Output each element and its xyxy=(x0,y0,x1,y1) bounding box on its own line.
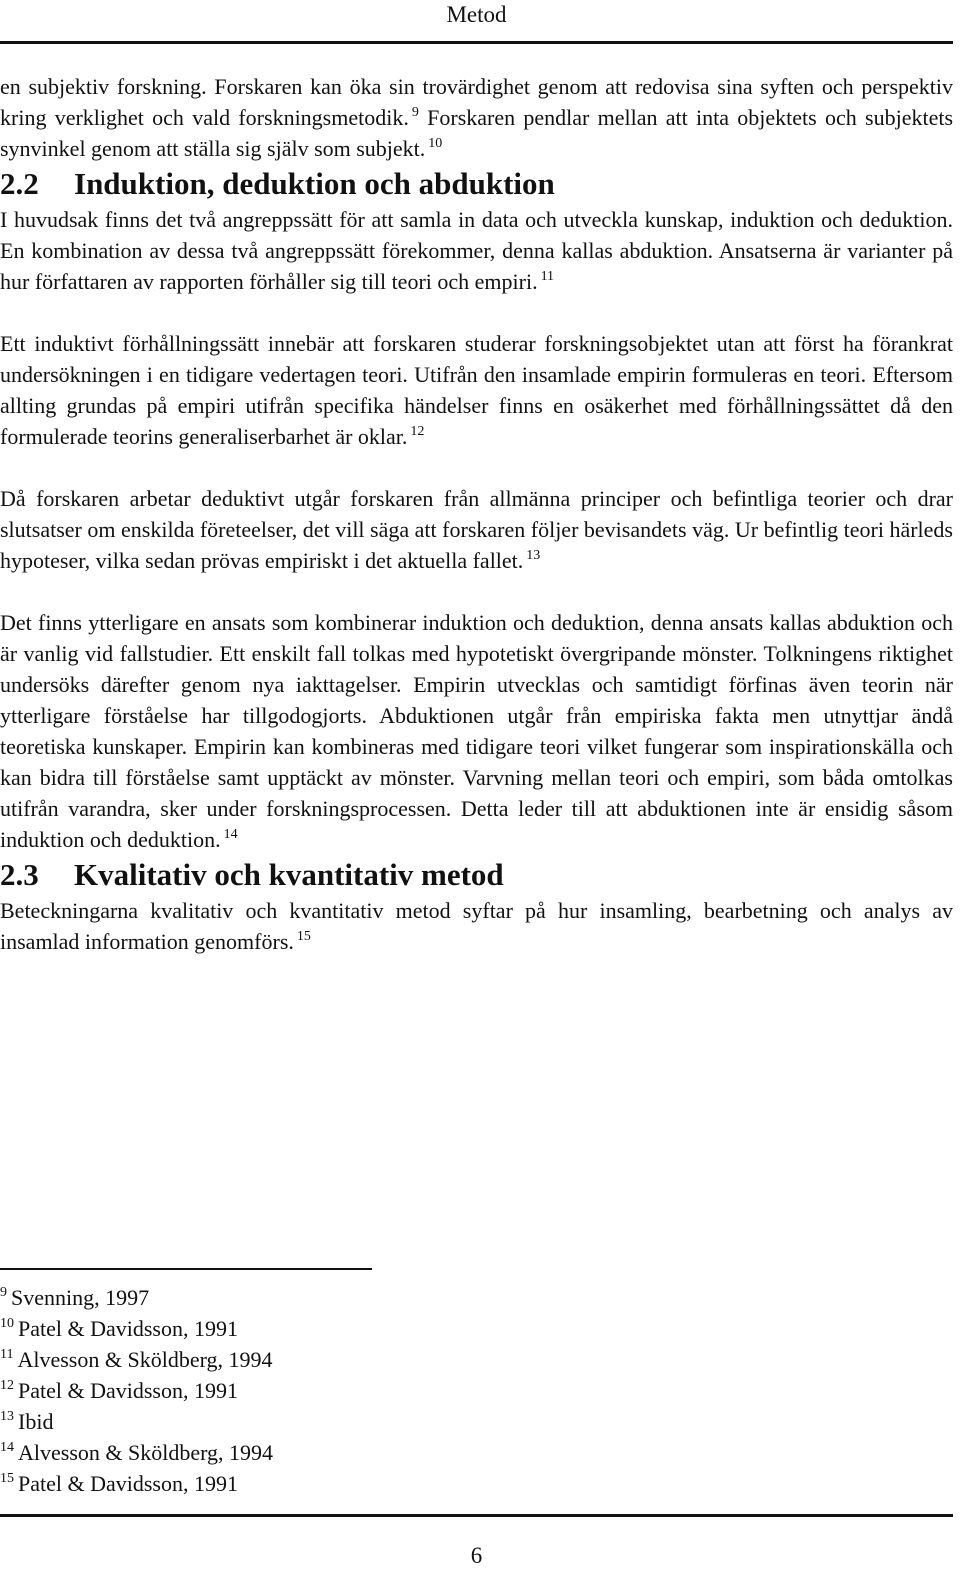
footer-rule xyxy=(0,1514,953,1517)
paragraph-deduction xyxy=(0,483,953,576)
page-number: 6 xyxy=(470,1543,483,1568)
footnote-item xyxy=(0,1375,600,1406)
section-title: Induktion, deduktion och abduktion xyxy=(74,166,555,201)
section-title: Kvalitativ och kvantitativ metod xyxy=(74,857,504,892)
footnote-text: Patel & Davidsson, 1991 xyxy=(18,1316,238,1341)
footnote-number: 12 xyxy=(0,1378,14,1393)
footnote-ref[interactable]: 12 xyxy=(410,424,425,439)
footnote-number: 14 xyxy=(0,1440,14,1455)
paragraph-text: Det finns ytterligare en ansats som kombinerar induktion och deduktion, denna ansats kallas abduktion och är vanlig vid fallstudier. Ett enskilt fall tolkas med hypotetiskt övergripande mönster. Tolkningens riktighet undersöks därefter genom nya iakttagelser. Empirin utvecklas och samtidigt förfinas även teorin när ytterligare förståelse har tillgodogjorts. Abduktionen utgår från empiriska fakta men utnyttjar ändå teoretiska kunskaper. Empirin kan kombineras med tidigare teori vilket fungerar som inspirationskälla och kan bidra till förståelse samt upptäckt av mönster. Varvning mellan teori och empiri, som båda omtolkas utifrån varandra, sker under forskningsprocessen. Detta leder till att abduktionen inte är ensidig såsom induktion och deduktion. xyxy=(0,610,953,852)
footnote-text: Ibid xyxy=(18,1409,54,1434)
footnote-item xyxy=(0,1282,600,1313)
paragraph-text: Beteckningarna kvalitativ och kvantitativ metod syftar på hur insamling, bearbetning och analys av insamlad information genomförs. xyxy=(0,898,953,954)
footnote-text: Patel & Davidsson, 1991 xyxy=(18,1378,238,1403)
paragraph-text: I huvudsak finns det två angreppssätt för att samla in data och utveckla kunskap, induktion och deduktion. En kombination av dessa två angreppssätt förekommer, denna kallas abduktion. Ansatserna är varianter på hur författaren av rapporten förhåller sig till teori och empiri. xyxy=(0,207,953,294)
footnote-ref[interactable]: 10 xyxy=(428,136,443,151)
footnote-item xyxy=(0,1344,600,1375)
paragraph-induction xyxy=(0,328,953,452)
paragraph-qualitative-quantitative xyxy=(0,895,953,957)
paragraph-subjective-research xyxy=(0,71,953,164)
running-header: Metod xyxy=(446,2,507,27)
page-content xyxy=(0,71,953,957)
footnote-separator xyxy=(0,1268,372,1270)
section-heading-2-3 xyxy=(0,855,953,895)
paragraph-approaches xyxy=(0,204,953,297)
footnote-number: 13 xyxy=(0,1409,14,1424)
footnote-item xyxy=(0,1437,600,1468)
footnote-text: Alvesson & Sköldberg, 1994 xyxy=(18,1440,274,1465)
footnote-ref[interactable]: 15 xyxy=(296,929,311,944)
footnote-number: 15 xyxy=(0,1471,14,1486)
footnote-ref[interactable]: 13 xyxy=(526,548,541,563)
footnote-text: Svenning, 1997 xyxy=(11,1285,150,1310)
footnote-item xyxy=(0,1313,600,1344)
paragraph-text: Forskaren pendlar mellan att inta objektets och subjektets synvinkel genom att ställa sig själv som subjekt. xyxy=(0,105,954,161)
paragraph-text: Då forskaren arbetar deduktivt utgår forskaren från allmänna principer och befintliga teorier och drar slutsatser om enskilda företeelser, det vill säga att forskaren följer bevisandets väg. Ur befintlig teori härleds hypoteser, vilka sedan prövas empiriskt i det aktuella fallet. xyxy=(0,486,953,573)
footnote-number: 10 xyxy=(0,1316,14,1331)
footnote-item xyxy=(0,1468,600,1499)
footnotes-list xyxy=(0,1282,600,1499)
footnote-number: 11 xyxy=(0,1347,14,1362)
footnote-item xyxy=(0,1406,600,1437)
footnote-text: Patel & Davidsson, 1991 xyxy=(18,1471,238,1496)
paragraph-abduction xyxy=(0,607,953,855)
paragraph-text: Ett induktivt förhållningssätt innebär att forskaren studerar forskningsobjektet utan att först ha förankrat undersökningen i en tidigare vedertagen teori. Utifrån den insamlade empirin formuleras en teori. Eftersom allting grundas på empiri utifrån specifika händelser finns en osäkerhet med förhållningssättet då den formulerade teorins generaliserbarhet är oklar. xyxy=(0,331,953,449)
section-number: 2.2 xyxy=(0,166,39,201)
paragraph-text: en subjektiv forskning. Forskaren kan öka sin trovärdighet genom att redovisa sina syften och perspektiv kring verklighet och vald forskningsmetodik. xyxy=(0,74,953,130)
section-number: 2.3 xyxy=(0,857,39,892)
footnote-ref[interactable]: 9 xyxy=(411,105,419,120)
header-rule xyxy=(0,41,953,44)
section-heading-2-2 xyxy=(0,164,953,204)
footnote-text: Alvesson & Sköldberg, 1994 xyxy=(17,1347,273,1372)
footnote-ref[interactable]: 14 xyxy=(223,827,238,842)
footnote-ref[interactable]: 11 xyxy=(540,269,555,284)
footnote-number: 9 xyxy=(0,1285,7,1300)
